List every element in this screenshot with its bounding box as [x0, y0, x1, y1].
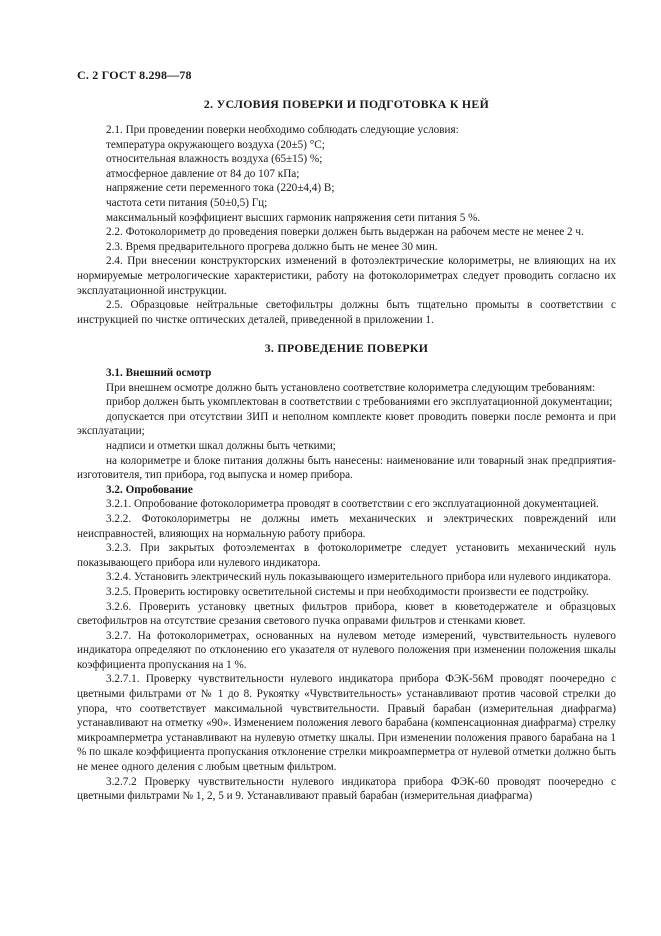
paragraph: 2.2. Фотоколориметр до проведения поверки должен быть выдержан на рабочем месте не менее 2 ч.	[106, 226, 584, 239]
paragraph: относительная влажность воздуха (65±15) %;	[106, 153, 323, 166]
paragraph: 3.2.7.2 Проверку чувствительности нулевого индикатора прибора ФЭК-60 проводят поочередно с цветными фильтрами № 1, 2, 5 и 9. Устанавливают правый барабан (измерительная диафрагма)	[77, 775, 616, 803]
paragraph: 2.3. Время предварительного прогрева должно быть не менее 30 мин.	[106, 240, 438, 253]
paragraph: При внешнем осмотре должно быть установлено соответствие колориметра следующим требованиям:	[106, 381, 596, 394]
section-2-body	[77, 123, 616, 327]
paragraph: 3.2.5. Проверить юстировку осветительной системы и при необходимости произвести ее подстройку.	[106, 585, 589, 598]
paragraph: допускается при отсутствии ЗИП и неполном комплекте кювет проводить поверки после ремонта и при эксплуатации;	[77, 410, 616, 438]
paragraph: 3.2.7.1. Проверку чувствительности нулевого индикатора прибора ФЭК-56М проводят поочередно с цветными фильтрами от № 1 до 8. Рукоятку «Чувствительность» устанавливают против часовой стрелки до упора, что соответствует максимальной чувствительности. Правый барабан (измерительная диафрагма) устанавливают на отметку «90». Изменением положения левого барабана (компенсационная диафрагма) стрелку микроамперметра устанавливают на нулевую отметку шкалы. При изменении положения правого барабана на 1 % по шкале коэффициента пропускания отклонение стрелки микроамперметра от нулевой отметки должно быть не менее одного деления с любым цветным фильтром.	[77, 673, 616, 774]
paragraph: частота сети питания (50±0,5) Гц;	[106, 196, 268, 209]
section-3-body	[77, 366, 616, 804]
paragraph: напряжение сети переменного тока (220±4,4) В;	[106, 182, 335, 195]
paragraph: 3.2.6. Проверить установку цветных фильтров прибора, кювет в кюветодержателе и образцовых светофильтров на отсутствие срезания светового пучка оправами фильтров и стенками кювет.	[77, 600, 616, 628]
section-2-title: 2. УСЛОВИЯ ПОВЕРКИ И ПОДГОТОВКА К НЕЙ	[203, 97, 490, 111]
page-header: С. 2 ГОСТ 8.298—78	[77, 68, 192, 82]
paragraph: 2.4. При внесении конструкторских изменений в фотоэлектрические колориметры, не влияющих на их нормируемые метрологические характеристики, работу на фотоколориметрах следует проводить согласно их эксплуатационной инструкции.	[77, 255, 616, 297]
paragraph: 3.2.1. Опробование фотоколориметра проводят в соответствии с его эксплуатационной документацией.	[106, 498, 599, 511]
paragraph: на колориметре и блоке питания должны быть нанесены: наименование или товарный знак предприятия-изготовителя, тип прибора, год выпуска и номер прибора.	[77, 454, 616, 482]
paragraph: 3.2.2. Фотоколориметры не должны иметь механических и электрических повреждений или неисправностей, влияющих на нормальную работу прибора.	[77, 512, 616, 540]
paragraph: 2.1. При проведении поверки необходимо соблюдать следующие условия:	[106, 124, 459, 136]
paragraph: 3.2.3. При закрытых фотоэлементах в фотоколориметре следует установить механический нуль показывающего прибора или нулевого индикатора.	[77, 542, 616, 569]
paragraph: максимальный коэффициент высших гармоник напряжения сети питания 5 %.	[106, 211, 481, 224]
paragraph: 3.2.7. На фотоколориметрах, основанных на нулевом методе измерений, чувствительность нулевого индикатора определяют по отклонению его указателя от нулевого положения при изменении положения шкалы коэффициента пропускания на 1 %.	[77, 629, 616, 671]
paragraph: надписи и отметки шкал должны быть четкими;	[106, 439, 336, 452]
paragraph: 3.2.4. Установить электрический нуль показывающего измерительного прибора или нулевого индикатора.	[106, 571, 611, 584]
subsection-title: 3.2. Опробование	[106, 483, 193, 496]
paragraph: прибор должен быть укомплектован в соответствии с требованиями его эксплуатационной документации;	[106, 396, 613, 409]
paragraph: температура окружающего воздуха (20±5) °С;	[106, 138, 325, 151]
paragraph: атмосферное давление от 84 до 107 кПа;	[106, 167, 300, 180]
subsection-title: 3.1. Внешний осмотр	[106, 367, 212, 379]
paragraph: 2.5. Образцовые нейтральные светофильтры должны быть тщательно промыты в соответствии с инструкцией по чистке оптических деталей, приведенной в приложении 1.	[77, 299, 616, 326]
section-3-title: 3. ПРОВЕДЕНИЕ ПОВЕРКИ	[264, 341, 429, 355]
